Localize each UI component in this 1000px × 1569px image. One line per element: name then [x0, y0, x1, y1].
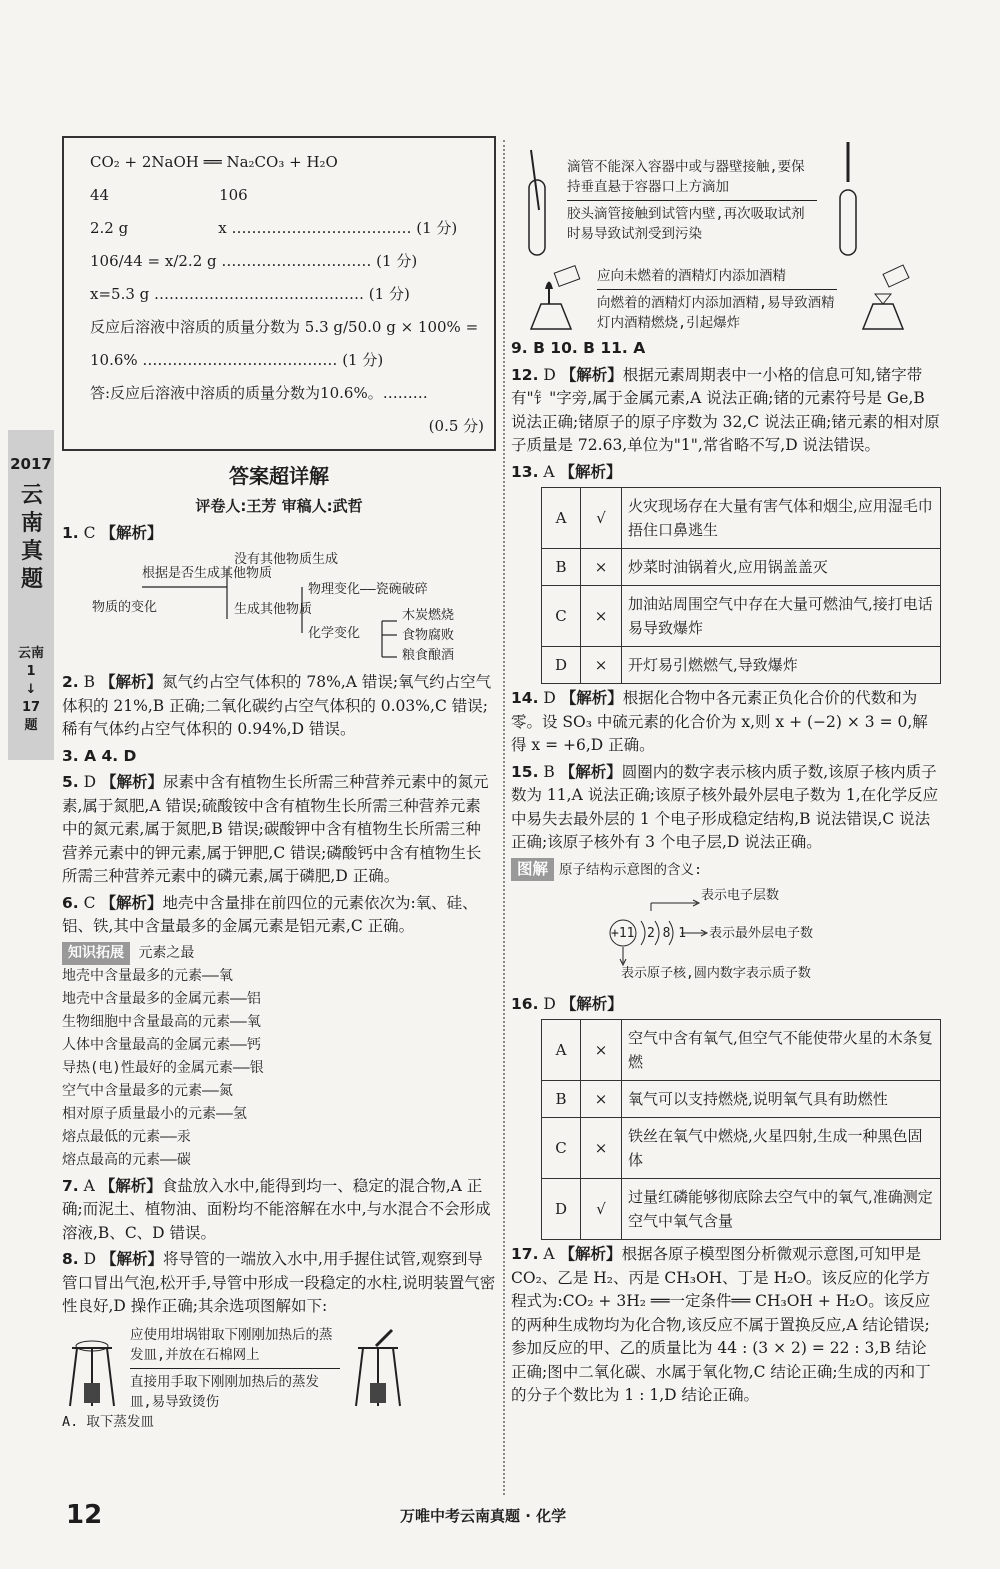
q1-diagram — [62, 549, 482, 661]
q13-table — [541, 487, 941, 684]
question-14: 14. D 【解析】根据化合物中各元素正负化合价的代数和为零。设 SO₃ 中硫元素的化合价为 x,则 x + (−2) × 3 = 0,解得 x = +6,D 正确。 — [511, 689, 928, 754]
q15-figure: 图解 原子结构示意图的含义: 表示电子层数 表示最外层电子数 表示原子核,圆内数字表示质子数 +11 2 8 1 — [511, 858, 941, 989]
atom-structure-diagram — [511, 881, 931, 981]
table-row: B × 氧气可以支持燃烧,说明氧气具有助燃性 — [542, 1081, 941, 1118]
table-row: B × 炒菜时油锅着火,应用锅盖盖灭 — [542, 549, 941, 586]
sidebar-year: 2017 — [10, 455, 52, 473]
section-header: 答案超详解 — [229, 464, 329, 488]
column-divider — [503, 140, 505, 1495]
left-column — [62, 136, 496, 1432]
lamp-right-icon — [843, 264, 923, 334]
table-row: A √ 火灾现场存在大量有害气体和烟尘,应用湿毛巾捂住口鼻逃生 — [542, 488, 941, 549]
sidebar-title: 云 南 真 题 — [20, 483, 43, 592]
question-2: 2. B 【解析】氮气约占空气体积的 78%,A 错误;氧气约占空气体积的 21%,B 正确;二氧化碳约占空气体积的 0.03%,C 错误;稀有气体约占空气体积的 0.94%,D 错误。 — [62, 673, 492, 738]
table-row: D √ 过量红磷能够彻底除去空气中的氧气,准确测定空气中氧气含量 — [542, 1179, 941, 1240]
calculation-box: CO₂ + 2NaOH ══ Na₂CO₃ + H₂O 44 106 2.2 g x ……………………………… (1 分) 106/44 = x/2.2 g ………………………… (1 分) x=5.3 g …………………………………… (1 分) 反应后溶液中溶质的质量分数为 5.3 g/50.0 g × 100% = 10.6% ………………………………… (1 分) 答:反应后溶液中溶质的质量分数为10.6%。……… (0.5 分) — [62, 136, 496, 451]
calc-percent: 10.6% ………………………………… (1 分) — [90, 351, 384, 369]
page-number: 12 — [66, 1500, 103, 1530]
right-column — [511, 140, 941, 1411]
diag-physical: 物理变化——瓷碗破碎 — [308, 581, 428, 597]
table-row: C × 加油站周围空气中存在大量可燃油气,接打电话易导致爆炸 — [542, 586, 941, 647]
question-1: 1. C 【解析】 — [62, 524, 163, 542]
diag-e2: 食物腐败 — [402, 627, 455, 643]
question-5: 5. D 【解析】尿素中含有植物生长所需三种营养元素中的氮元素,属于氮肥,A 错误;硫酸铵中含有植物生长所需三种营养元素中的氮元素,属于氮肥,B 错误;碳酸钾中含有植物生长所需三种营养元素中的钾元素,属于钾肥,C 错误;磷酸钙中含有植物生长所需三种营养元素中的磷元素,属于磷肥,D 正确。 — [62, 773, 489, 885]
diag-chemical: 化学变化 — [308, 625, 361, 641]
calc-x: x=5.3 g …………………………………… (1 分) — [90, 285, 410, 303]
label-shells: 表示电子层数 — [701, 888, 780, 903]
question-15: 15. B 【解析】圆圈内的数字表示核内质子数,该原子核内质子数为 11,A 说法正确;该原子核外最外层电子数为 1,在化学反应中易失去最外层的 1 个电子形成稳定结构,B 说法错误,C 说法正确;该原子核外有 3 个电子层,D 说法正确。 — [511, 762, 939, 851]
question-6: 6. C 【解析】地壳中含量排在前四位的元素依次为:氧、硅、铝、铁,其中含量最多的金属元素是铝元素,C 正确。 — [62, 893, 478, 935]
q16-table — [541, 1019, 941, 1240]
calc-answer: 答:反应后溶液中溶质的质量分数为10.6%。……… — [90, 384, 428, 402]
questions-9-11: 9. B 10. B 11. A — [511, 339, 646, 357]
label-nucleus: 表示原子核,圆内数字表示质子数 — [621, 966, 811, 981]
question-8: 8. D 【解析】将导管的一端放入水中,用手握住试管,观察到导管口冒出气泡,松开手,导管中形成一段稳定的水柱,说明装置气密性良好,D 操作正确;其余选项图解如下: — [62, 1250, 496, 1315]
lamp-figure: 应向未燃着的酒精灯内添加酒精 向燃着的酒精灯内添加酒精,易导致酒精灯内酒精燃烧,引起爆炸 — [511, 264, 941, 334]
table-row: D × 开灯易引燃燃气,导致爆炸 — [542, 647, 941, 684]
diag-c2: 生成其他物质 — [234, 601, 313, 617]
question-17: 17. A 【解析】根据各原子模型图分析微观示意图,可知甲是 CO₂、乙是 H₂、丙是 CH₃OH、丁是 H₂O。该反应的化学方程式为:CO₂ + 3H₂ ══一定条件══ CH₃OH + H₂O。该反应的两种生成物均为化合物,该反应不属于置换反应,A 结论错误;参加反应的甲、乙的质量比为 44 : (3 × 2) = 22 : 3,B 结论正确;图中二氧化碳、水属于氧化物,C 结论正确;生成的丙和丁的分子个数比为 1 : 1,D 结论正确。 — [511, 1245, 931, 1404]
tripod-left-icon — [62, 1328, 122, 1408]
dropper-right-icon — [823, 140, 873, 260]
calc-equation: CO₂ + 2NaOH ══ Na₂CO₃ + H₂O — [90, 153, 338, 171]
nucleus-text: +11 — [611, 926, 635, 941]
q8-figure: 应使用坩埚钳取下刚刚加热后的蒸发皿,并放在石棉网上 直接用手取下刚刚加热后的蒸发皿,易导致烫伤 — [62, 1325, 496, 1412]
dropper-figure: 滴管不能深入容器中或与器壁接触,要保持垂直悬于容器口上方滴加 胶头滴管接触到试管内壁,再次吸取试剂时易导致试剂受到污染 — [511, 140, 941, 260]
lamp-wrong-icon — [511, 264, 591, 334]
q8-caption: A. 取下蒸发皿 — [62, 1413, 154, 1430]
question-12: 12. D 【解析】根据元素周期表中一小格的信息可知,锗字带有"钅"字旁,属于金属元素,A 说法正确;锗的元素符号是 Ge,B 说法正确;锗原子的原子序数为 32,C 说法正确;锗元素的相对原子质量是 72.63,单位为"1",常省略不写,D 说法错误。 — [511, 365, 940, 454]
questions-3-4: 3. A 4. D — [62, 746, 137, 765]
sidebar-range: 云南 1 ↓ 17 题 — [17, 646, 44, 733]
calc-fraction: 反应后溶液中溶质的质量分数为 5.3 g/50.0 g × 100% = — [90, 318, 479, 336]
dropper-wrong-icon — [511, 140, 561, 260]
table-row: A × 空气中含有氧气,但空气不能使带火星的木条复燃 — [542, 1020, 941, 1081]
question-16: 16. D 【解析】 — [511, 994, 623, 1013]
reviewer-line: 评卷人:王芳 审稿人:武哲 — [195, 496, 363, 515]
question-7: 7. A 【解析】食盐放入水中,能得到均一、稳定的混合物,A 正确;而泥土、植物油、面粉均不能溶解在水中,与水混合不会形成溶液,B、C、D 错误。 — [62, 1176, 491, 1242]
shells-text: 2 8 1 — [647, 926, 687, 941]
tripod-right-icon — [348, 1328, 408, 1408]
question-13: 13. A 【解析】 — [511, 462, 622, 481]
calc-ratio: 106/44 = x/2.2 g ………………………… (1 分) — [90, 252, 418, 270]
table-row: C × 铁丝在氧气中燃烧,火星四射,生成一种黑色固体 — [542, 1118, 941, 1179]
diag-basis: 根据是否生成其他物质 — [142, 565, 273, 581]
diag-root: 物质的变化 — [92, 599, 158, 615]
footer-title: 万唯中考云南真题 · 化学 — [400, 1507, 567, 1525]
diag-c1: 没有其他物质生成 — [234, 551, 339, 567]
knowledge-extension: 知识拓展 元素之最 地壳中含量最多的元素——氧 地壳中含量最多的金属元素——铝 生物细胞中含量最高的元素——氧 人体中含量最高的金属元素——钙 导热(电)性最好的金属元素——银 空气中含量最多的元素——氮 相对原子质量最小的元素——氢 熔点最低的元素——汞 熔点最高的元素——碳 — [62, 942, 496, 1172]
diag-e3: 粮食酿酒 — [402, 647, 455, 661]
diag-e1: 木炭燃烧 — [402, 607, 455, 623]
label-outer: 表示最外层电子数 — [709, 926, 814, 941]
